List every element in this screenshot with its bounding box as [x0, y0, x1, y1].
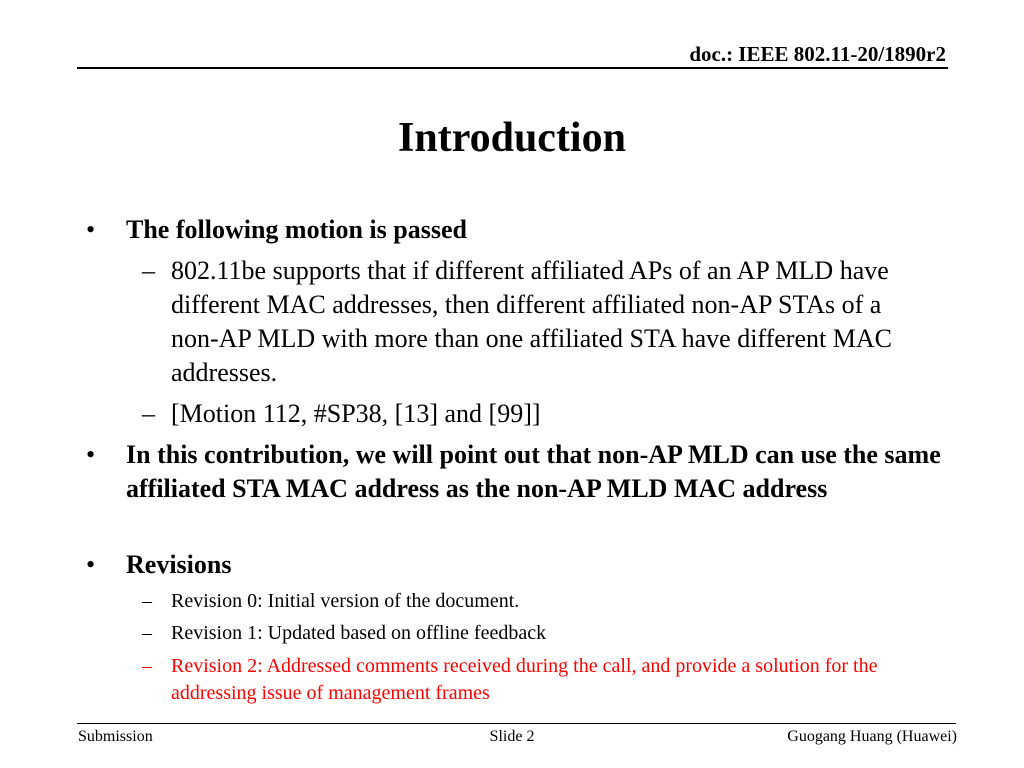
bullet-marker: •: [86, 550, 96, 579]
revision-0: Revision 0: Initial version of the document.: [171, 590, 520, 612]
revision-1: Revision 1: Updated based on offline feedback: [171, 622, 547, 644]
footer-submission: Submission: [78, 728, 153, 745]
footer-slide-number: Slide 2: [489, 728, 535, 745]
dash-marker: –: [142, 590, 152, 612]
dash-marker: –: [142, 655, 152, 677]
header-divider: [77, 67, 948, 69]
dash-marker: –: [142, 256, 155, 285]
bullet-motion-passed: The following motion is passed: [126, 215, 467, 244]
footer-divider: [77, 723, 956, 724]
footer-author: Guogang Huang (Huawei): [787, 728, 957, 745]
dash-marker: –: [142, 399, 155, 428]
slide-title: Introduction: [398, 115, 626, 161]
dash-marker: –: [142, 622, 152, 644]
bullet-contribution: In this contribution, we will point out that non-AP MLD can use the same affiliated STA MAC address as the non-AP MLD MAC address: [126, 440, 941, 503]
bullet-marker: •: [86, 215, 96, 244]
subitem-motion-ref: [Motion 112, #SP38, [13] and [99]]: [171, 399, 541, 428]
subitem-motion-text: 802.11be supports that if different affiliated APs of an AP MLD have different MAC addresses, then different affiliated non-AP STAs of a non-AP MLD with more than one affiliated STA have different MAC addresses.: [171, 256, 892, 387]
doc-id: doc.: IEEE 802.11-20/1890r2: [689, 42, 946, 66]
bullet-marker: •: [86, 440, 96, 469]
revision-2: Revision 2: Addressed comments received during the call, and provide a solution for the addressing issue of management frames: [171, 655, 878, 704]
bullet-revisions: Revisions: [126, 550, 232, 579]
